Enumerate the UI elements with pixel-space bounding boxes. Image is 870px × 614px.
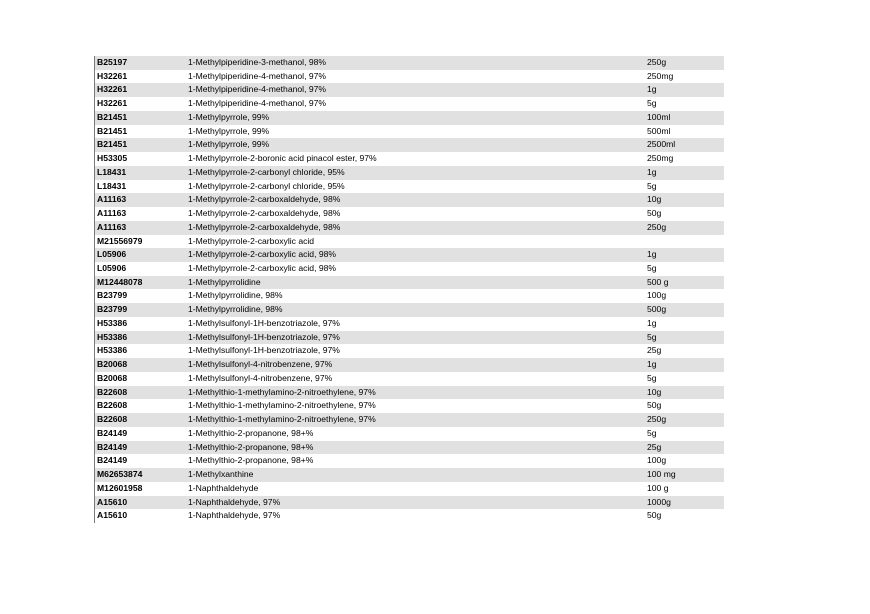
- table-row: [94, 509, 724, 523]
- product-name: 1-Methylsulfonyl-1H-benzotriazole, 97%: [188, 345, 340, 356]
- table-row: [94, 111, 724, 125]
- product-name: 1-Methylpiperidine-4-methanol, 97%: [188, 98, 327, 109]
- table-row: [94, 221, 724, 235]
- product-name: 1-Methylthio-1-methylamino-2-nitroethylene, 97%: [188, 386, 376, 397]
- product-quantity: 500g: [647, 304, 667, 315]
- product-name: 1-Methylpyrrole-2-carboxaldehyde, 98%: [188, 208, 341, 219]
- product-code: B20068: [97, 372, 128, 383]
- product-quantity: 2500ml: [647, 139, 676, 150]
- product-quantity: 100g: [647, 290, 667, 301]
- product-name: 1-Methylpyrrolidine, 98%: [188, 290, 283, 301]
- product-code: L18431: [97, 166, 127, 177]
- product-code: B24149: [97, 455, 128, 466]
- product-code: B24149: [97, 427, 128, 438]
- table-row: [94, 83, 724, 97]
- product-code: H53305: [97, 153, 128, 164]
- table-row: [94, 482, 724, 496]
- product-quantity: 100ml: [647, 111, 671, 122]
- table-row: [94, 262, 724, 276]
- product-code: B21451: [97, 111, 128, 122]
- product-code: M12601958: [97, 482, 143, 493]
- product-quantity: 250mg: [647, 153, 674, 164]
- table-row: [94, 468, 724, 482]
- product-name: 1-Methylpyrrole-2-carboxylic acid, 98%: [188, 263, 337, 274]
- product-name: 1-Methylpyrrole-2-carboxaldehyde, 98%: [188, 194, 341, 205]
- product-code: B20068: [97, 359, 128, 370]
- product-code: L05906: [97, 263, 127, 274]
- product-name: 1-Methylpyrrole-2-carboxylic acid, 98%: [188, 249, 337, 260]
- product-code: L05906: [97, 249, 127, 260]
- product-code: A11163: [97, 194, 127, 205]
- table-row: [94, 289, 724, 303]
- product-quantity: 100 mg: [647, 469, 676, 480]
- product-name: 1-Methylpyrrole-2-carbonyl chloride, 95%: [188, 166, 345, 177]
- product-quantity: 50g: [647, 208, 662, 219]
- product-name: 1-Methylpyrrole-2-carboxaldehyde, 98%: [188, 221, 341, 232]
- product-code: H53386: [97, 317, 128, 328]
- product-code: B22608: [97, 400, 128, 411]
- product-table: [94, 56, 724, 523]
- product-quantity: 10g: [647, 194, 662, 205]
- product-code: A15610: [97, 510, 128, 521]
- product-name: 1-Methylpyrrole, 99%: [188, 111, 270, 122]
- product-quantity: 1g: [647, 249, 657, 260]
- product-quantity: 1g: [647, 359, 657, 370]
- table-row: [94, 207, 724, 221]
- product-name: 1-Methylpyrrole-2-carbonyl chloride, 95%: [188, 180, 345, 191]
- product-quantity: 5g: [647, 331, 657, 342]
- product-name: 1-Methylpiperidine-4-methanol, 97%: [188, 70, 327, 81]
- product-name: 1-Naphthaldehyde, 97%: [188, 510, 281, 521]
- product-quantity: 5g: [647, 372, 657, 383]
- product-quantity: 5g: [647, 180, 657, 191]
- product-name: 1-Methylpyrrolidine: [188, 276, 261, 287]
- product-quantity: 5g: [647, 98, 657, 109]
- product-quantity: 250g: [647, 57, 667, 67]
- product-name: 1-Methylpyrrole, 99%: [188, 125, 270, 136]
- product-name: 1-Methylpyrrole-2-carboxylic acid: [188, 235, 315, 246]
- product-code: B22608: [97, 386, 128, 397]
- product-quantity: 250g: [647, 221, 667, 232]
- product-code: H32261: [97, 70, 128, 81]
- table-row: [94, 166, 724, 180]
- product-code: B24149: [97, 441, 128, 452]
- table-row: [94, 386, 724, 400]
- product-name: 1-Methylthio-1-methylamino-2-nitroethylene, 97%: [188, 414, 376, 425]
- product-quantity: 1g: [647, 84, 657, 95]
- table-row: [94, 125, 724, 139]
- table-row: [94, 70, 724, 84]
- product-code: H53386: [97, 345, 128, 356]
- product-quantity: 50g: [647, 510, 662, 521]
- product-name: 1-Methylthio-2-propanone, 98+%: [188, 441, 314, 452]
- table-row: [94, 248, 724, 262]
- product-code: A11163: [97, 208, 127, 219]
- table-row: [94, 303, 724, 317]
- product-name: 1-Methylpyrrolidine, 98%: [188, 304, 283, 315]
- table-row: [94, 372, 724, 386]
- product-code: H53386: [97, 331, 128, 342]
- product-code: B21451: [97, 125, 128, 136]
- product-code: B23799: [97, 290, 128, 301]
- table-row: [94, 496, 724, 510]
- product-code: H32261: [97, 98, 128, 109]
- product-name: 1-Methylsulfonyl-4-nitrobenzene, 97%: [188, 372, 333, 383]
- table-row: [94, 344, 724, 358]
- product-code: A11163: [97, 221, 127, 232]
- product-code: B25197: [97, 57, 128, 67]
- product-name: 1-Methylthio-2-propanone, 98+%: [188, 455, 314, 466]
- product-name: 1-Methylpiperidine-4-methanol, 97%: [188, 84, 327, 95]
- table-row: [94, 235, 724, 249]
- product-quantity: 5g: [647, 427, 657, 438]
- product-quantity: 250mg: [647, 70, 674, 81]
- table-row: [94, 56, 724, 70]
- product-name: 1-Methylsulfonyl-1H-benzotriazole, 97%: [188, 317, 340, 328]
- product-code: M12448078: [97, 276, 143, 287]
- table-row: [94, 427, 724, 441]
- product-code: B23799: [97, 304, 128, 315]
- product-quantity: 1g: [647, 317, 657, 328]
- product-name: 1-Methylxanthine: [188, 469, 254, 480]
- product-name: 1-Methylpiperidine-3-methanol, 98%: [188, 57, 327, 67]
- table-row: [94, 413, 724, 427]
- table-row: [94, 331, 724, 345]
- product-quantity: 100g: [647, 455, 667, 466]
- product-name: 1-Naphthaldehyde, 97%: [188, 496, 281, 507]
- product-name: 1-Methylpyrrole-2-boronic acid pinacol ester, 97%: [188, 153, 377, 164]
- product-code: A15610: [97, 496, 128, 507]
- product-name: 1-Methylsulfonyl-1H-benzotriazole, 97%: [188, 331, 340, 342]
- product-quantity: 25g: [647, 345, 662, 356]
- product-name: 1-Methylthio-1-methylamino-2-nitroethylene, 97%: [188, 400, 376, 411]
- table-row: [94, 399, 724, 413]
- table-row: [94, 152, 724, 166]
- product-name: 1-Naphthaldehyde: [188, 482, 259, 493]
- product-quantity: 500ml: [647, 125, 671, 136]
- table-row: [94, 138, 724, 152]
- table-row: [94, 441, 724, 455]
- product-quantity: 500 g: [647, 276, 669, 287]
- product-quantity: 100 g: [647, 482, 669, 493]
- product-code: B22608: [97, 414, 128, 425]
- product-code: M21556979: [97, 235, 143, 246]
- table-row: [94, 180, 724, 194]
- table-row: [94, 358, 724, 372]
- table-row: [94, 97, 724, 111]
- product-quantity: 50g: [647, 400, 662, 411]
- product-quantity: 5g: [647, 263, 657, 274]
- product-quantity: 250g: [647, 414, 667, 425]
- product-quantity: 1g: [647, 166, 657, 177]
- table-row: [94, 454, 724, 468]
- product-quantity: 1000g: [647, 496, 671, 507]
- product-name: 1-Methylthio-2-propanone, 98+%: [188, 427, 314, 438]
- product-code: B21451: [97, 139, 128, 150]
- product-name: 1-Methylsulfonyl-4-nitrobenzene, 97%: [188, 359, 333, 370]
- product-code: L18431: [97, 180, 127, 191]
- product-quantity: 25g: [647, 441, 662, 452]
- table-row: [94, 276, 724, 290]
- product-name: 1-Methylpyrrole, 99%: [188, 139, 270, 150]
- product-code: M62653874: [97, 469, 143, 480]
- table-row: [94, 317, 724, 331]
- product-code: H32261: [97, 84, 128, 95]
- table-row: [94, 193, 724, 207]
- product-quantity: 10g: [647, 386, 662, 397]
